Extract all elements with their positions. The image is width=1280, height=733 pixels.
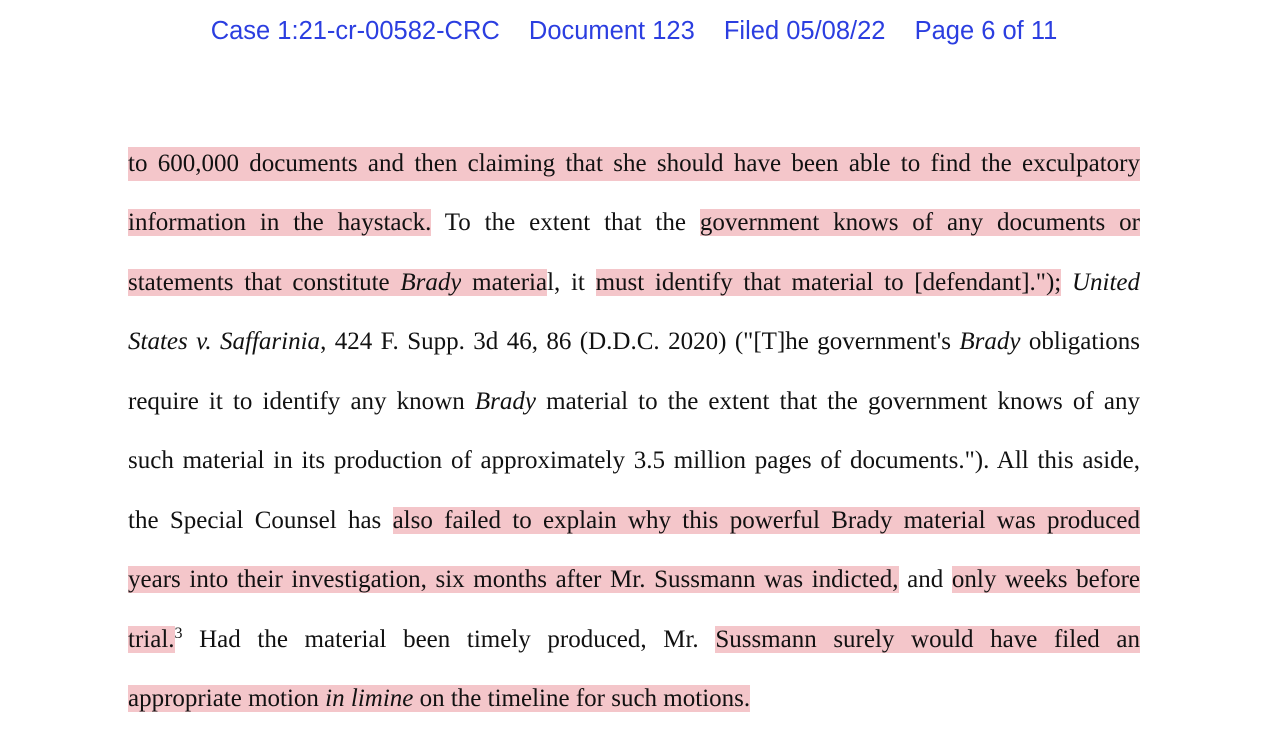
body-line-10 [128,682,1140,716]
highlighted-text: must identify that material to [defendant]."); [595,269,1062,296]
filed-date: Filed 05/08/22 [723,17,886,45]
body-line-3 [128,266,1140,300]
body-line-8 [128,563,1140,597]
case-name-italic: Brady [400,269,462,296]
highlighted-text: years into their investigation, six months after Mr. Sussmann was indicted, [128,566,899,593]
body-line-9 [128,623,1140,657]
body-text: l, it [547,269,596,296]
highlighted-text: trial. [128,626,175,653]
body-line-7 [128,504,1140,538]
highlighted-text: government knows of any documents or [699,209,1140,236]
case-name-italic: United [1071,269,1140,296]
court-filing-header [0,17,1268,46]
body-text: the Special Counsel has [128,507,393,534]
body-line-5 [128,385,1140,419]
body-text: on the timeline for such motions. [413,685,751,712]
body-text: Had the material been timely produced, Mr. [182,626,716,653]
page-number: Page 6 of 11 [914,17,1058,45]
case-name-italic: States v. Saffarinia [128,328,321,355]
highlighted-text: also failed to explain why this powerful Brady material was produced [392,507,1140,534]
document-number: Document 123 [528,17,695,45]
body-text [1061,269,1072,296]
highlighted-text: statements that constitute [128,269,401,296]
highlighted-text: Sussmann surely would have filed an [715,626,1140,653]
highlighted-text [128,685,750,712]
body-line-6: such material in its production of approximately 3.5 million pages of documents."). All this aside, [128,447,1140,474]
body-line-2 [128,206,1140,240]
body-text: , 424 F. Supp. 3d 46, 86 (D.D.C. 2020) ("[T]he government's [320,328,960,355]
case-name-italic: Brady [959,328,1021,355]
case-number: Case 1:21-cr-00582-CRC [210,17,500,45]
body-text: obligations [1020,328,1140,355]
body-text: and [898,566,952,593]
body-line-1: to 600,000 documents and then claiming that she should have been able to find the exculpatory [128,147,1140,181]
latin-term-italic: in limine [325,685,414,712]
body-line-4 [128,325,1140,359]
body-text: require it to identify any known [128,388,475,415]
highlighted-text: information in the haystack. [128,209,432,236]
body-text: material to the extent that the government knows of any [535,388,1140,415]
body-text: To the extent that the [431,209,700,236]
footnote-marker: 3 [174,625,183,642]
case-name-italic: Brady [474,388,536,415]
highlighted-text: materia [461,269,548,296]
body-text: appropriate motion [128,685,326,712]
highlighted-text: only weeks before [951,566,1140,593]
